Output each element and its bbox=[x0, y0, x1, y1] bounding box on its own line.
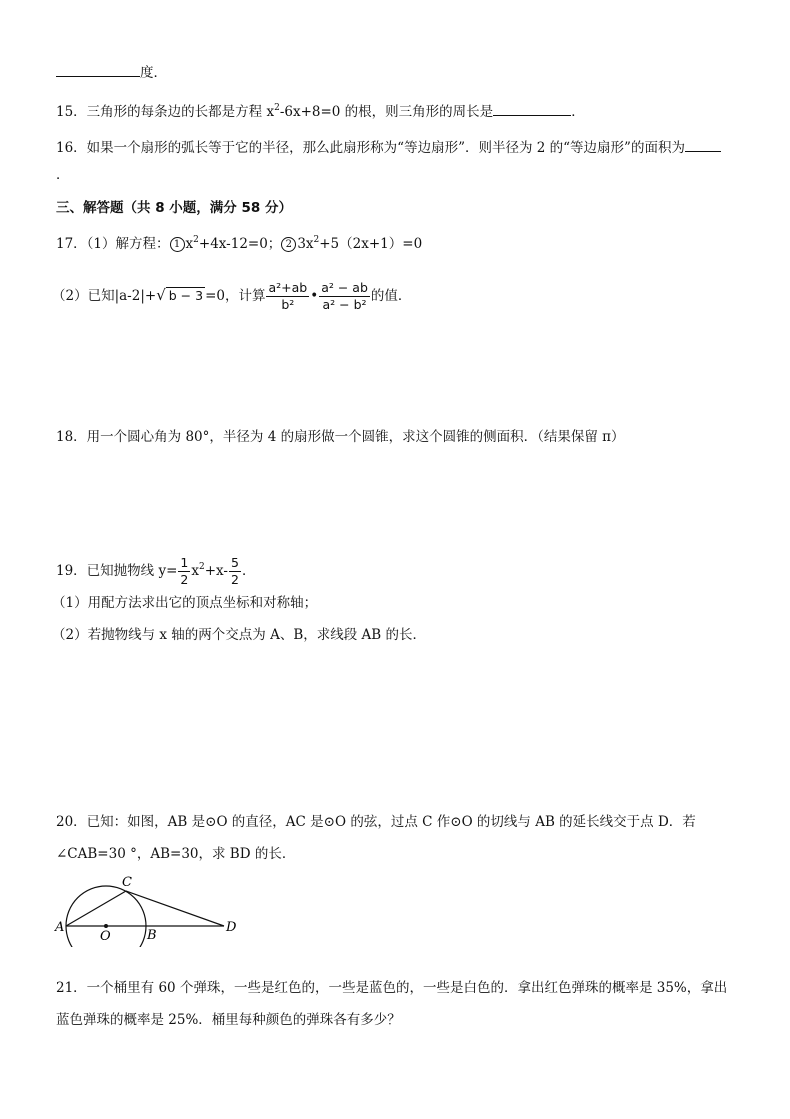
circle-tangent-figure bbox=[52, 872, 242, 947]
question-19-part-1: （1）用配方法求出它的顶点坐标和对称轴； bbox=[52, 595, 318, 611]
circled-number-1: 1 bbox=[170, 237, 185, 252]
chord-ac bbox=[66, 891, 126, 926]
answer-blank bbox=[685, 137, 721, 152]
question-18: 18．用一个圆心角为 80°，半径为 4 的扇形做一个圆锥，求这个圆锥的侧面积．（结果保留 π） bbox=[56, 429, 625, 445]
question-20-line-2: ∠CAB=30 °，AB=30，求 BD 的长． bbox=[56, 846, 296, 862]
question-19-part-2: （2）若抛物线与 x 轴的两个交点为 A、B，求线段 AB 的长． bbox=[52, 627, 426, 643]
question-19: 19．已知抛物线 y= $\frac{1}{2}$ $x^2+x-$ $\frac{5}{2}$ ． bbox=[56, 555, 256, 587]
tangent-cd bbox=[126, 891, 224, 926]
label-c: C bbox=[122, 875, 132, 890]
label-a: A bbox=[55, 920, 65, 935]
question-16-tail: ． bbox=[56, 167, 70, 183]
fraction-five-halves: $\frac{5}{2}$ bbox=[230, 555, 239, 587]
fraction-2: $\frac{\text{a² − ab}}{\text{a² − b²}}$ bbox=[321, 280, 368, 312]
center-point-o bbox=[104, 924, 108, 928]
question-20-line-1: 20．已知：如图，AB 是⊙O 的直径，AC 是⊙O 的弦，过点 C 作⊙O 的切线与 AB 的延长线交于点 D．若 bbox=[56, 814, 696, 830]
square-root: √ b − 3 bbox=[156, 286, 204, 304]
q14-tail: 度． bbox=[56, 62, 167, 83]
fraction-1: $\frac{\text{a²+ab}}{\text{b²}}$ bbox=[268, 280, 308, 312]
circled-number-2: 2 bbox=[281, 237, 296, 252]
section-title: 三、解答题（共 8 小题，满分 58 分） bbox=[56, 200, 292, 216]
label-d: D bbox=[226, 920, 237, 935]
answer-blank bbox=[493, 101, 571, 116]
answer-blank bbox=[56, 62, 140, 77]
question-17-part-1: 17．（1）解方程： 1 $x^2+4x-12=0$； 2 $3x^2+5(2x+1)=0$ bbox=[56, 235, 423, 252]
question-15: 15．三角形的每条边的长都是方程 $x^2-6x+8=0$ 的根，则三角形的周长是 ． bbox=[56, 103, 585, 120]
question-21-line-2: 蓝色弹珠的概率是 25%．桶里每种颜色的弹珠各有多少？ bbox=[56, 1012, 401, 1028]
label-b: B bbox=[147, 928, 157, 943]
question-17-part-2: （2）已知|a-2|+√ b − 3 =0，计算 $\frac{\text{a²+ab}}{\text{b²}}$ • $\frac{\text{a² − ab}}{\text{a² − b²}}$ 的值． bbox=[52, 280, 412, 312]
fraction-half: $\frac{1}{2}$ bbox=[180, 555, 189, 587]
label-o: O bbox=[100, 929, 111, 944]
question-16: 16．如果一个扇形的弧长等于它的半径，那么此扇形称为“等边扇形”．则半径为 2 的“等边扇形”的面积为 bbox=[56, 137, 721, 158]
question-21-line-1: 21．一个桶里有 60 个弹珠，一些是红色的，一些是蓝色的，一些是白色的．拿出红色弹珠的概率是 35%，拿出 bbox=[56, 980, 728, 996]
